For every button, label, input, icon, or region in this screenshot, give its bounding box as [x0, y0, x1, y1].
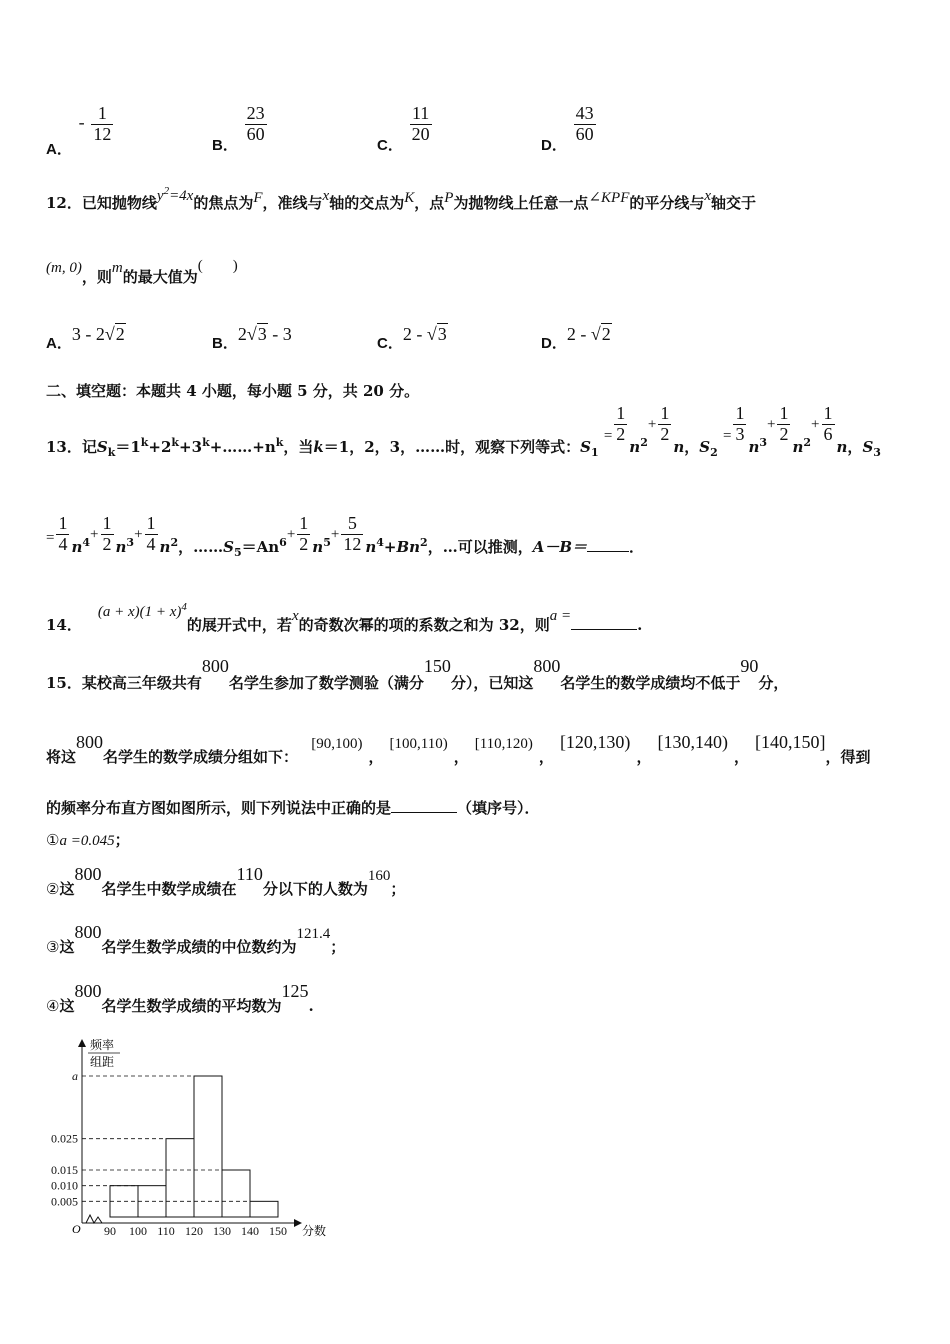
q12-option-c: C．2 - √3 [377, 324, 447, 352]
x-tick-label: 90 [104, 1224, 116, 1238]
fraction: $\frac{11}{20}$ [411, 103, 430, 144]
q15-line2: 将这800名学生的数学成绩分组如下： [90,100)，[100,110)，[110,120)，[120,130)，[130,140)，[140,150]，得到 [46, 732, 871, 766]
fraction: $\frac{1}{12}$ [93, 103, 112, 144]
histogram-bar [222, 1170, 250, 1217]
axis-break [86, 1215, 102, 1223]
y-tick-label: 0.015 [51, 1163, 78, 1177]
fraction: $\frac{43}{60}$ [575, 103, 594, 144]
option-label: B． [212, 137, 238, 155]
origin-label: O [72, 1222, 81, 1236]
q11-option-d [541, 103, 598, 155]
frequency-histogram [40, 1035, 350, 1250]
q15-line3: 的频率分布直方图如图所示，则下列说法中正确的是 （填序号）． [46, 799, 540, 817]
y-tick-label: 0.005 [51, 1194, 78, 1209]
x-tick-label: 100 [129, 1224, 147, 1238]
q11-option-c [377, 103, 434, 155]
q12-option-d: D．2 - √2 [541, 324, 611, 352]
y-label-bottom: 组距 [90, 1055, 115, 1069]
x-tick-label: 150 [269, 1224, 287, 1238]
x-tick-label: 130 [213, 1224, 231, 1238]
answer-blank [571, 615, 637, 630]
x-tick-label: 120 [185, 1224, 203, 1238]
histogram-bar [166, 1139, 194, 1217]
q13-line1: 13．记$S_k=1^k+2^k+3^k+\dots\dots+n^k$，当k＝1，2，3，……时，观察下列等式：$S_1$ = $\frac{1}{2}$ $n^2+$ $\frac{1}{2}$ n，$S_2$ = $\frac{1}{3}$ $n^3+$ $\frac{1}{2}$ $n^2+$ $\frac{1}{6}$ n，$S_3$ [46, 403, 881, 460]
option-label: A． [46, 141, 72, 159]
fraction: $\frac{23}{60}$ [246, 103, 265, 144]
statement-4: ④这800名学生数学成绩的平均数为125. [46, 981, 314, 1015]
x-tick-label: 140 [241, 1224, 259, 1238]
x-tick-label: 110 [157, 1224, 175, 1238]
histogram-bar [194, 1076, 222, 1217]
y-tick-label: 0.025 [51, 1131, 78, 1146]
y-tick-label: 0.010 [51, 1178, 78, 1193]
q13-line2: = $\frac{1}{4}$ $n^4+$ $\frac{1}{2}$ $n^3+$ $\frac{1}{4}$ $n^2$，$\dots\dots S_5=An^6+$ $\frac{1}{2}$ $n^5+$ $\frac{5}{12}$ $n^4+Bn^2$，…可以推测，A－B＝ ． [46, 513, 645, 560]
option-label: D． [541, 137, 567, 155]
q11-option-a [46, 103, 115, 159]
option-label: C． [377, 137, 403, 155]
y-tick-label: a [72, 1069, 78, 1083]
q14: 14．$(a + x)(1 + x)^4$的展开式中，若x的奇数次幂的项的系数之和为 32，则a = . [46, 601, 643, 634]
statement-1: ①a =0.045； [46, 831, 130, 849]
q15-line1: 15．某校高三年级共有800名学生参加了数学测验（满分150分），已知这800名学生的数学成绩均不低于90分， [46, 656, 789, 692]
q12-line2: (m, 0)，则m的最大值为( ) [46, 258, 238, 286]
answer-blank [391, 798, 457, 813]
x-axis-label: 分数 [302, 1224, 327, 1238]
answer-blank [587, 537, 629, 552]
statement-2: ②这800名学生中数学成绩在110分以下的人数为160； [46, 864, 406, 898]
statement-3: ③这800名学生数学成绩的中位数约为121.4； [46, 922, 346, 956]
minus-sign: - [78, 112, 85, 133]
q12-line1: 12．已知抛物线$y^2=4x$的焦点为F，准线与x轴的交点为K，点P为抛物线上任意一点∠KPF的平分线与x轴交于 [46, 185, 757, 212]
histogram-bar [250, 1201, 278, 1217]
q11-option-b [212, 103, 269, 155]
q12-option-b: B．2√3 - 3 [212, 324, 292, 352]
q12-option-a: A．3 - 2√2 [46, 324, 125, 352]
y-label-top: 频率 [90, 1038, 115, 1052]
section-heading: 二、填空题：本题共 4 小题，每小题 5 分，共 20 分。 [46, 382, 420, 400]
